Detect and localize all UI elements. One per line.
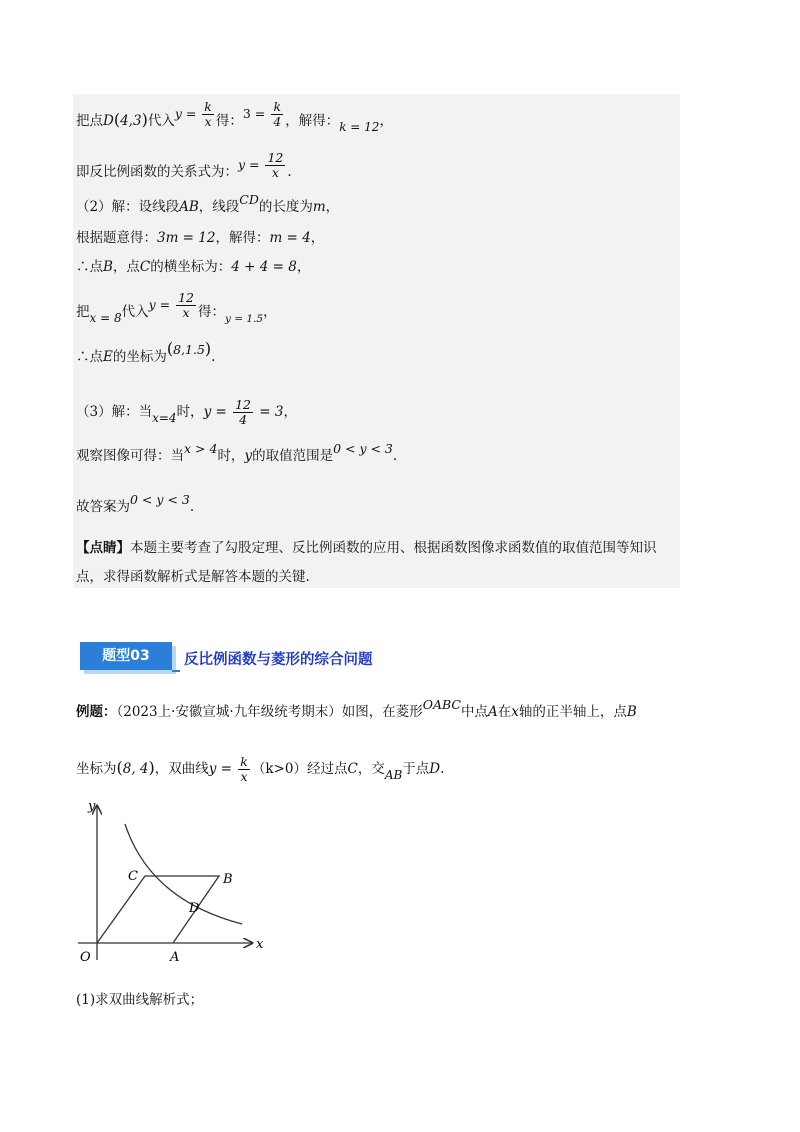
label-c: C xyxy=(128,869,138,884)
label-y: y xyxy=(88,799,96,814)
label-b: B xyxy=(223,872,233,887)
solution-line-3: （2）解：设线段AB，线段CD的长度为m， xyxy=(76,192,340,215)
solution-line-5: ∴点B，点C的横坐标为：4 + 4 = 8， xyxy=(76,259,311,275)
solution-line-10: 故答案为0 < y < 3. xyxy=(76,492,195,515)
label-x: x xyxy=(256,937,264,952)
fraction: $\frac{12}{x}$ xyxy=(178,290,194,320)
example-line-2: 坐标为(8, 4)，双曲线y = $\frac{k}{x}$ （k>0）经过点C，交AB于点D. xyxy=(76,754,445,784)
fraction: $\frac{k}{4}$ xyxy=(273,99,282,129)
question-1: (1)求双曲线解析式； xyxy=(76,992,204,1008)
solution-line-9: 观察图像可得：当x > 4时，y的取值范围是0 < y < 3. xyxy=(76,441,398,464)
solution-line-7: ∴点E的坐标为(8,1.5). xyxy=(76,339,216,365)
solution-line-1: 把点D(4,3)代入y = $\frac{k}{x}$ 得：3 = $\frac{k}{4}$ ，解得：k = 12， xyxy=(76,99,393,134)
fraction: $\frac{k}{x}$ xyxy=(240,754,248,784)
solution-line-6: 把x = 8代入y = $\frac{12}{x}$ 得：$_{y = 1.5}$， xyxy=(76,290,277,325)
solution-line-2: 即反比例函数的关系式为：y = $\frac{12}{x}$ . xyxy=(76,150,292,180)
solution-line-8: （3）解：当x=4时，y = $\frac{12}{4}$ = 3， xyxy=(76,397,297,427)
solution-line-4: 根据题意得：3m = 12，解得：m = 4， xyxy=(76,230,325,246)
review-line-2: 点，求得函数解析式是解答本题的关键. xyxy=(76,569,310,585)
fraction: $\frac{k}{x}$ xyxy=(204,99,212,129)
label-o: O xyxy=(80,950,91,965)
fraction: $\frac{12}{4}$ xyxy=(235,397,251,427)
review-line-1: 【点睛】本题主要考查了勾股定理、反比例函数的应用、根据函数图像求函数值的取值范围等知识 xyxy=(76,540,657,556)
section-badge: 题型03 xyxy=(80,642,172,670)
fraction: $\frac{12}{x}$ xyxy=(267,150,284,180)
label-d: D xyxy=(189,901,200,916)
section-title: 反比例函数与菱形的综合问题 xyxy=(184,652,373,668)
label-a: A xyxy=(170,950,180,965)
example-line-1: 例题：（2023上·安徽宣城·九年级统考期末）如图，在菱形OABC中点A在x轴的正半轴上，点B xyxy=(76,697,637,720)
